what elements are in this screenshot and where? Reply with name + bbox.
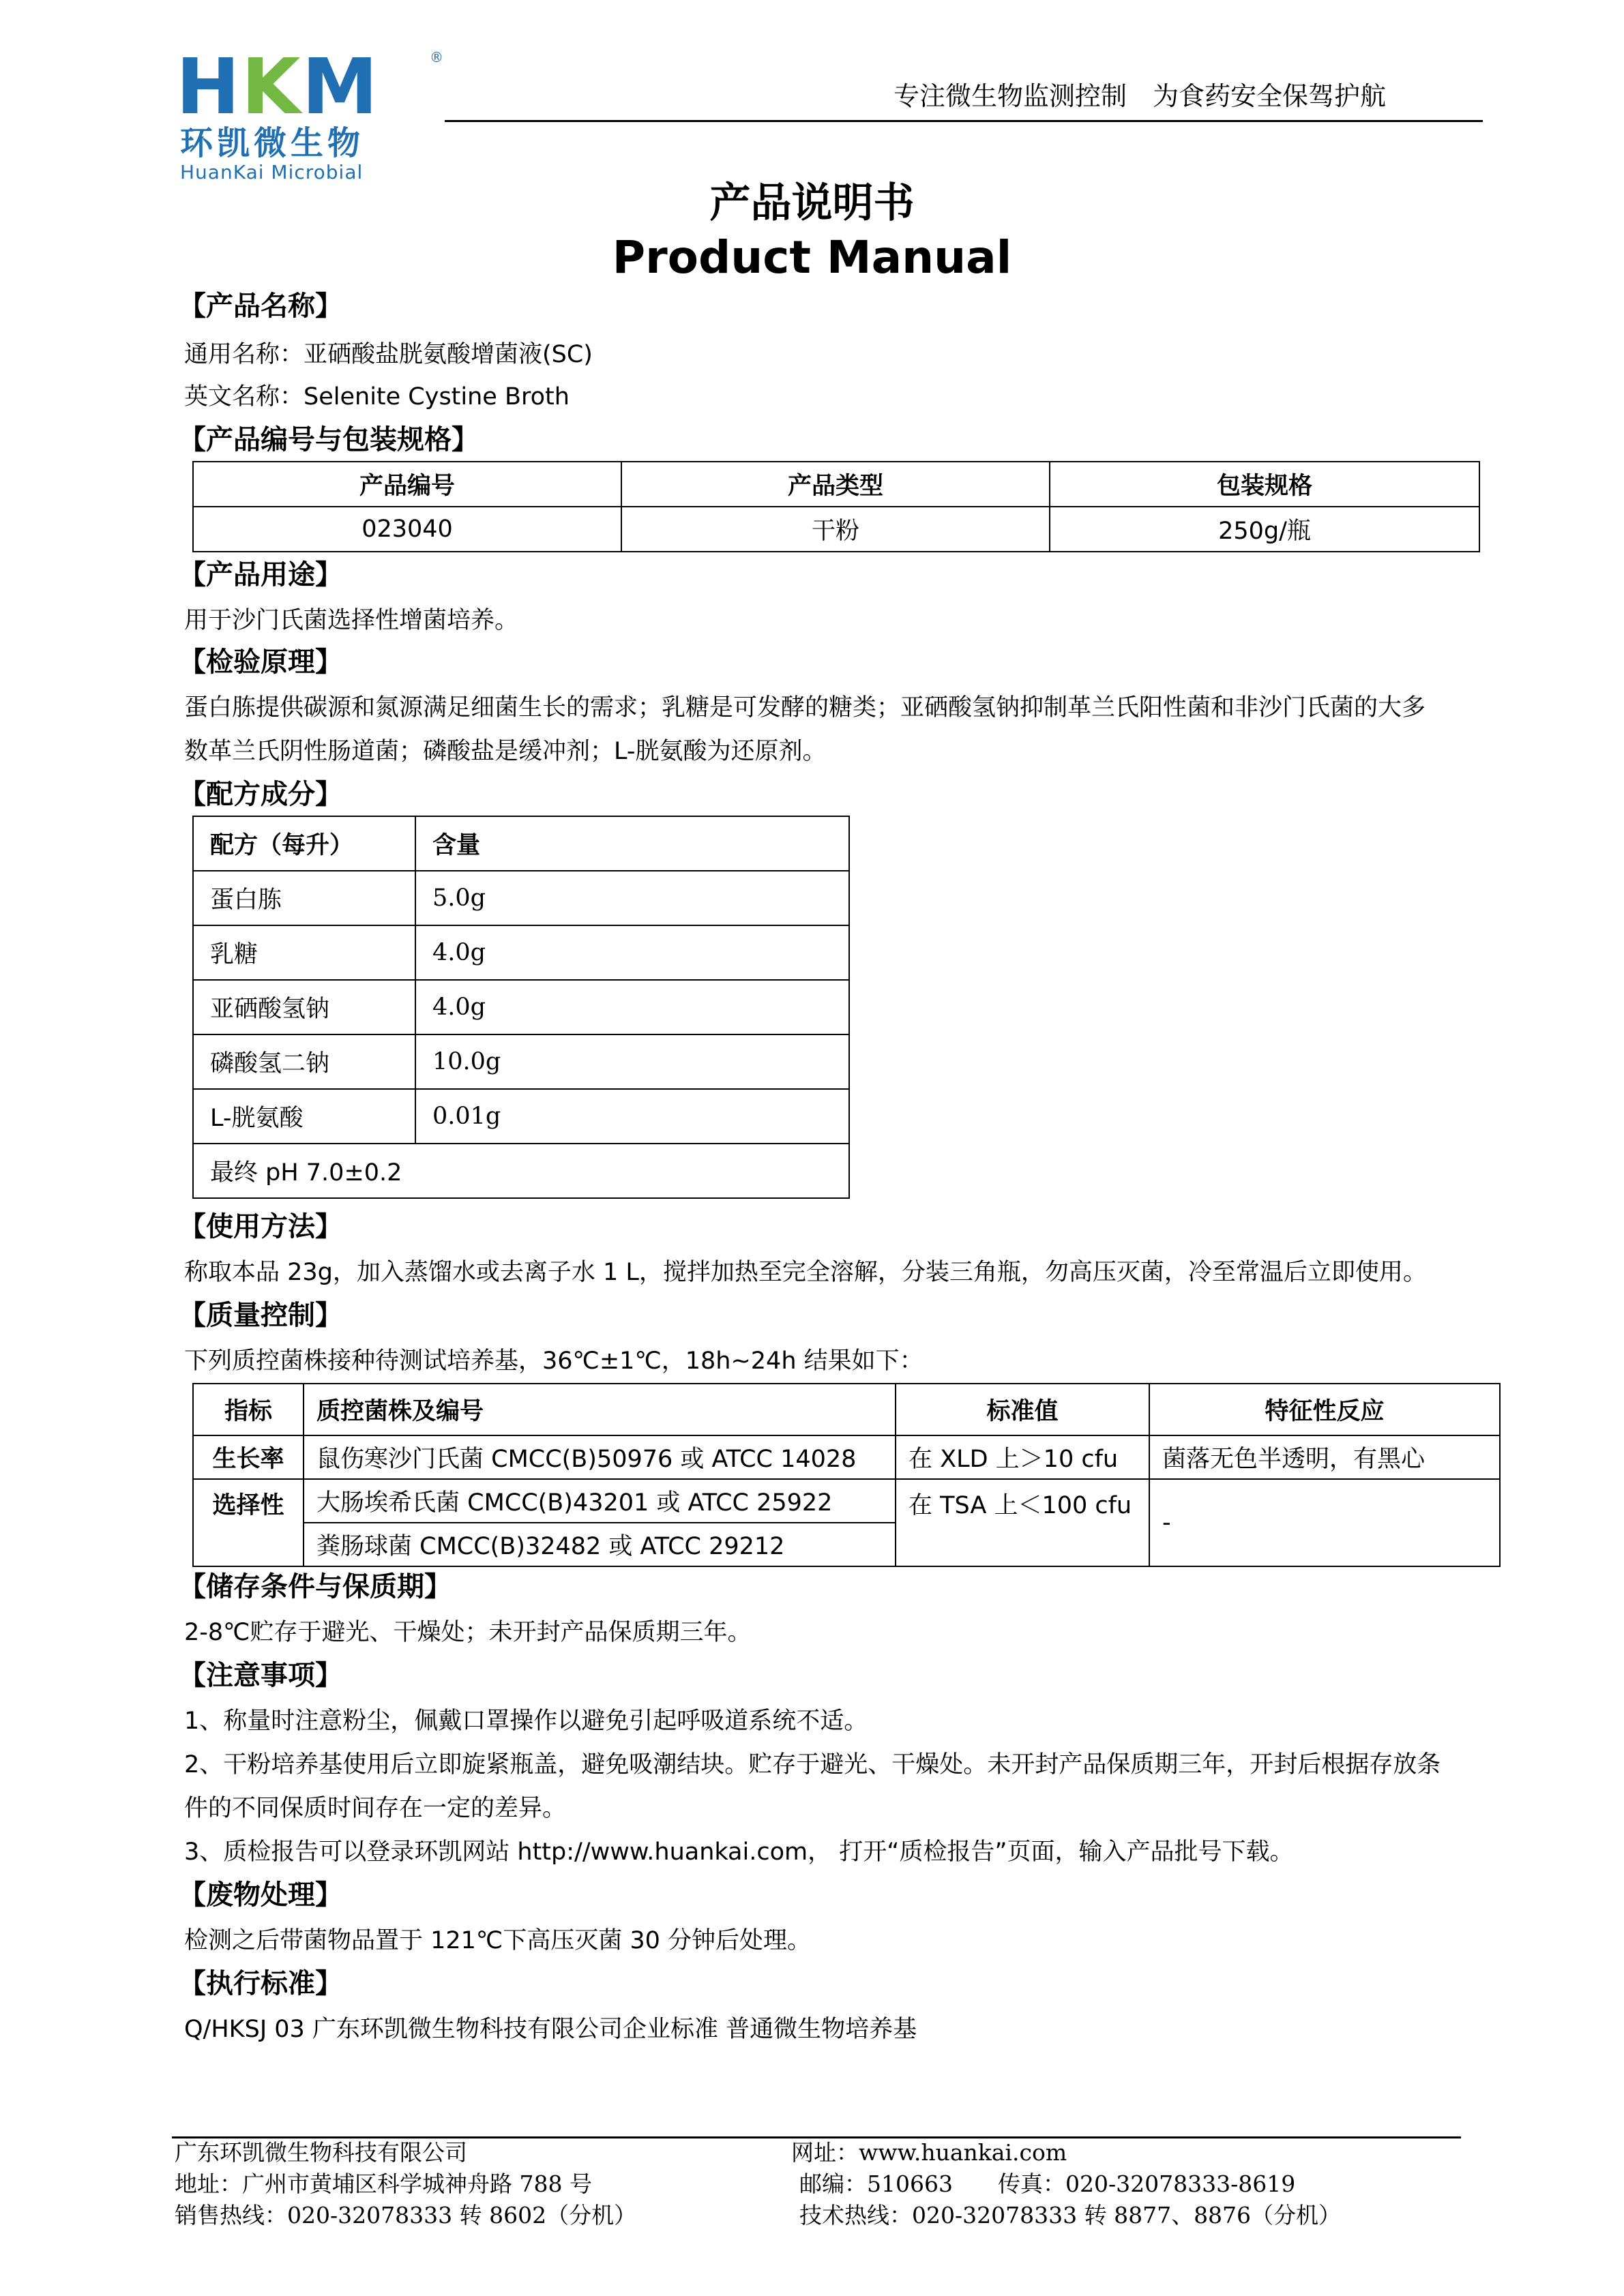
table-header-cell: 包装规格 [1050, 462, 1479, 507]
product-code: 023040 [193, 507, 621, 552]
company-logo [176, 43, 449, 183]
table-row [193, 1479, 1500, 1523]
qc-selectivity-standard: 在 TSA 上＜100 cfu [896, 1479, 1149, 1566]
qc-table [192, 1383, 1501, 1567]
qc-intro: 下列质控菌株接种待测试培养基，36℃±1℃，18h~24h 结果如下： [184, 1347, 924, 1375]
footer-sales-hotline: 销售热线：020-32078333 转 8602（分机） [175, 2202, 637, 2228]
final-ph: 最终 pH 7.0±0.2 [193, 1144, 849, 1198]
qc-growth-strain: 鼠伤寒沙门氏菌 CMCC(B)50976 或 ATCC 14028 [304, 1435, 896, 1479]
section-heading-waste: 【废物处理】 [179, 1879, 342, 1911]
page-title-en: Product Manual [612, 231, 1012, 284]
table-header-cell: 含量 [415, 816, 849, 871]
table-row [193, 871, 849, 925]
logo-english-name: HuanKai Microbial [180, 161, 364, 183]
waste-text: 检测之后带菌物品置于 121℃下高压灭菌 30 分钟后处理。 [184, 1927, 812, 1954]
table-row [193, 980, 849, 1034]
logo-chinese-name: 环凯微生物 [180, 124, 365, 162]
note-1: 1、称量时注意粉尘，佩戴口罩操作以避免引起呼吸道系统不适。 [184, 1708, 868, 1735]
table-row [193, 1034, 849, 1089]
table-header-cell: 特征性反应 [1149, 1384, 1500, 1435]
table-header-cell: 产品编号 [193, 462, 621, 507]
note-2-line-1: 2、干粉培养基使用后立即旋紧瓶盖，避免吸潮结块。贮存于避光、干燥处。未开封产品保质期三年，开封后根据存放条 [184, 1751, 1441, 1778]
table-row [193, 925, 849, 980]
ingredient-name: 磷酸氢二钠 [193, 1034, 415, 1089]
ingredient-amount: 4.0g [415, 980, 849, 1034]
footer-tech-hotline: 技术热线：020-32078333 转 8877、8876（分机） [799, 2202, 1342, 2228]
qc-growth-label: 生长率 [193, 1435, 304, 1479]
formula-table [192, 816, 850, 1199]
section-heading-notes: 【注意事项】 [179, 1660, 342, 1691]
note-2-line-2: 件的不同保质时间存在一定的差异。 [184, 1795, 567, 1822]
product-code-table [192, 461, 1480, 552]
qc-selectivity-label: 选择性 [193, 1479, 304, 1566]
ingredient-amount: 10.0g [415, 1034, 849, 1089]
logo-mark: HKM [176, 43, 379, 132]
footer-website: 网址：www.huankai.com [791, 2139, 1067, 2166]
ingredient-name: L-胱氨酸 [193, 1089, 415, 1144]
qc-selectivity-reaction: - [1149, 1479, 1500, 1566]
package-spec: 250g/瓶 [1050, 507, 1479, 552]
ingredient-amount: 5.0g [415, 871, 849, 925]
ingredient-name: 蛋白胨 [193, 871, 415, 925]
method-text: 称取本品 23g，加入蒸馏水或去离子水 1 L，搅拌加热至完全溶解，分装三角瓶，勿高压灭菌，冷至常温后立即使用。 [184, 1259, 1427, 1286]
section-heading-formula: 【配方成分】 [179, 779, 342, 810]
table-header-cell: 质控菌株及编号 [304, 1384, 896, 1435]
qc-selectivity-strain: 粪肠球菌 CMCC(B)32482 或 ATCC 29212 [304, 1523, 896, 1566]
table-header-cell: 产品类型 [621, 462, 1050, 507]
ingredient-amount: 0.01g [415, 1089, 849, 1144]
table-row [193, 1089, 849, 1144]
table-header-row [193, 816, 849, 871]
principle-line-2: 数革兰氏阴性肠道菌；磷酸盐是缓冲剂；L-胱氨酸为还原剂。 [184, 738, 827, 765]
section-heading-name: 【产品名称】 [179, 290, 342, 322]
storage-text: 2-8℃贮存于避光、干燥处；未开封产品保质期三年。 [184, 1619, 752, 1646]
product-type: 干粉 [621, 507, 1050, 552]
ingredient-name: 乳糖 [193, 925, 415, 980]
ingredient-amount: 4.0g [415, 925, 849, 980]
section-heading-use: 【产品用途】 [179, 559, 342, 591]
table-row [193, 507, 1479, 552]
ingredient-name: 亚硒酸氢钠 [193, 980, 415, 1034]
table-header-row [193, 462, 1479, 507]
qc-growth-standard: 在 XLD 上＞10 cfu [896, 1435, 1149, 1479]
table-header-cell: 配方（每升） [193, 816, 415, 871]
registered-mark: ® [430, 49, 443, 65]
header-divider [445, 120, 1483, 122]
page-title-cn: 产品说明书 [709, 179, 915, 227]
note-3: 3、质检报告可以登录环凯网站 http://www.huankai.com， 打开“质检报告”页面，输入产品批号下载。 [184, 1838, 1294, 1866]
table-header-cell: 指标 [193, 1384, 304, 1435]
qc-growth-reaction: 菌落无色半透明，有黑心 [1149, 1435, 1500, 1479]
common-name: 通用名称：亚硒酸盐胱氨酸增菌液(SC) [184, 341, 593, 368]
section-heading-qc: 【质量控制】 [179, 1300, 342, 1331]
section-heading-standard: 【执行标准】 [179, 1968, 342, 1999]
use-text: 用于沙门氏菌选择性增菌培养。 [184, 607, 519, 634]
english-name: 英文名称：Selenite Cystine Broth [184, 383, 570, 411]
standard-text: Q/HKSJ 03 广东环凯微生物科技有限公司企业标准 普通微生物培养基 [184, 2016, 917, 2043]
footer-postal-fax: 邮编：510663 传真：020-32078333-8619 [799, 2171, 1296, 2197]
table-row [193, 1435, 1500, 1479]
principle-line-1: 蛋白胨提供碳源和氮源满足细菌生长的需求；乳糖是可发酵的糖类；亚硒酸氢钠抑制革兰氏阳性菌和非沙门氏菌的大多 [184, 694, 1426, 721]
section-heading-principle: 【检验原理】 [179, 646, 342, 678]
table-header-row [193, 1384, 1500, 1435]
section-heading-method: 【使用方法】 [179, 1211, 342, 1242]
header-slogan: 专注微生物监测控制 为食药安全保驾护航 [894, 81, 1387, 111]
qc-selectivity-strain: 大肠埃希氏菌 CMCC(B)43201 或 ATCC 25922 [304, 1479, 896, 1523]
footer-address: 地址：广州市黄埔区科学城神舟路 788 号 [175, 2171, 592, 2197]
table-header-cell: 标准值 [896, 1384, 1149, 1435]
section-heading-storage: 【储存条件与保质期】 [179, 1571, 452, 1602]
table-row [193, 1144, 849, 1198]
section-heading-code: 【产品编号与包装规格】 [179, 424, 479, 456]
footer-company: 广东环凯微生物科技有限公司 [175, 2139, 467, 2166]
